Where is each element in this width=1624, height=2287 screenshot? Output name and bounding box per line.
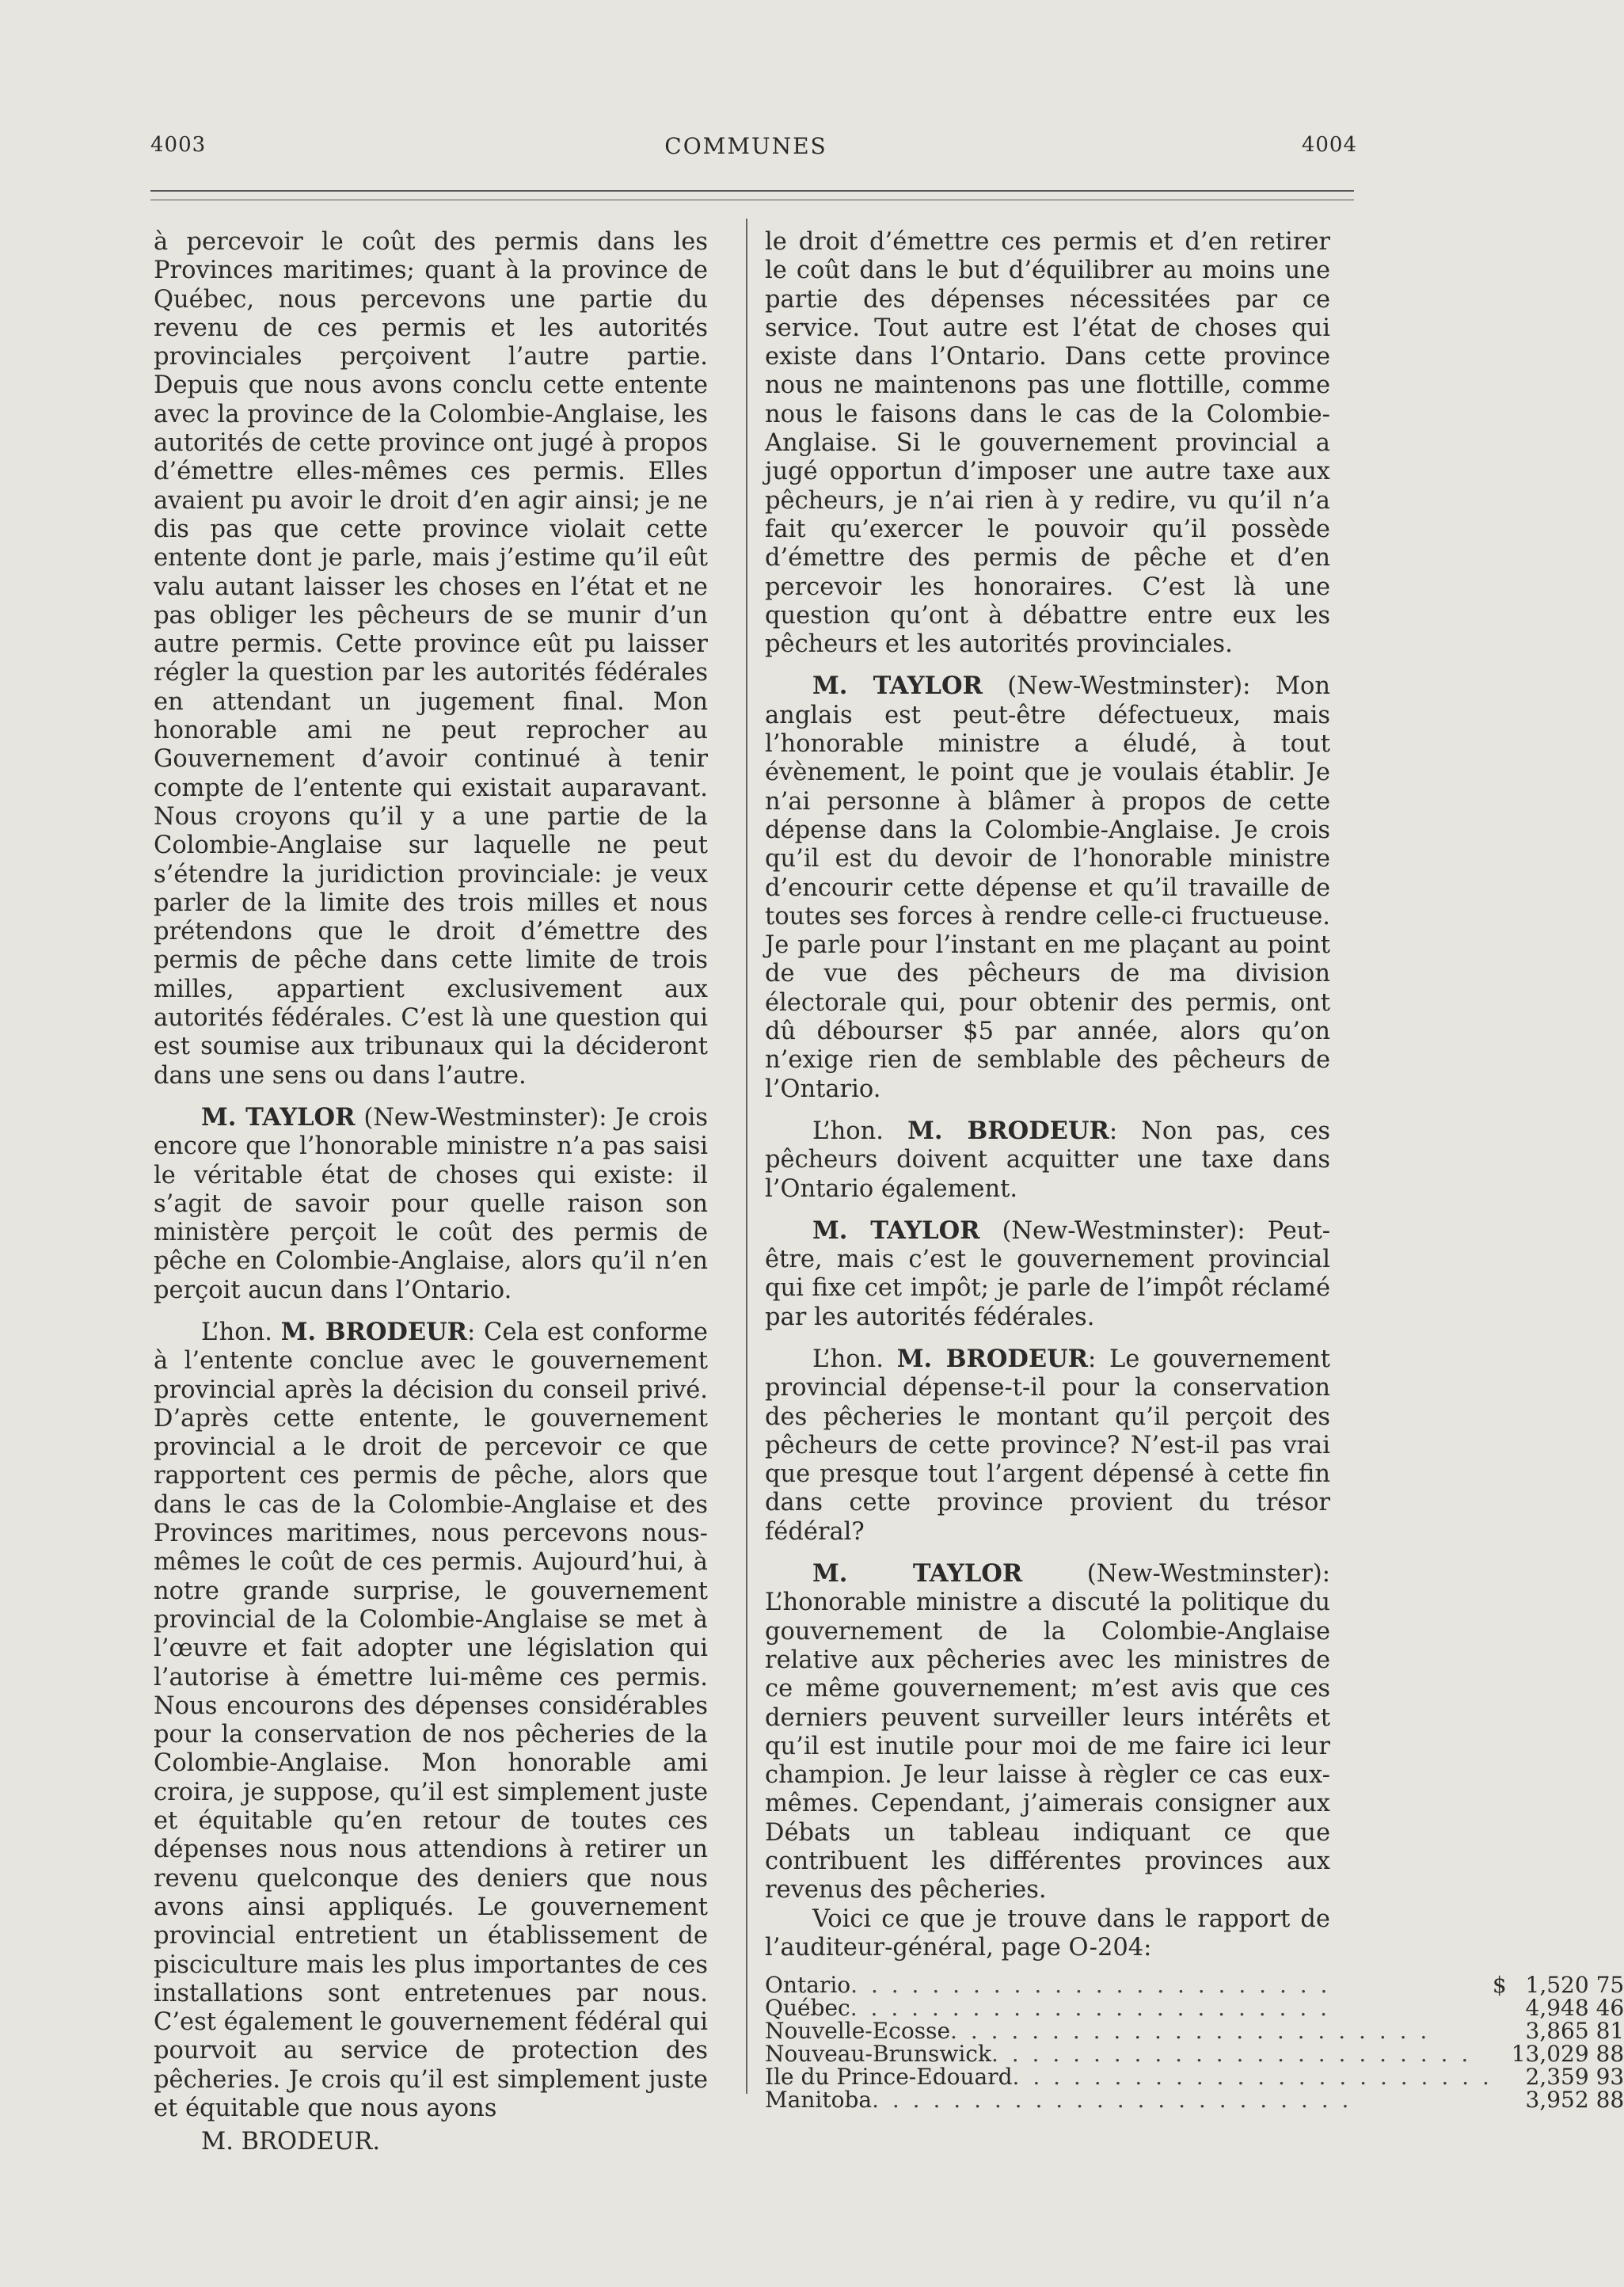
province-cell	[765, 1995, 1493, 2022]
province-cell	[765, 2087, 1493, 2114]
paragraph: le droit d’émettre ces permis et d’en retirer le coût dans le but d’équilibrer au moins une partie des dépenses nécessitées par ce service. Tout autre est l’état de choses qui existe dans l’Ontario. Dans cette province nous ne maintenons pas une flottille, comme nous le faisons dans le cas de la Colombie-Anglaise. Si le gouvernement provincial a jugé opportun d’imposer une autre taxe aux pêcheurs, je n’ai rien à y redire, vu qu’il n’a fait qu’exercer le pouvoir qu’il possède d’émettre des permis de pêche et d’en percevoir les honoraires. C’est là une question qu’ont à débattre entre eux les pêcheurs et les autorités provinciales.	[765, 228, 1330, 659]
speech-text: : Non pas, ces pêcheurs doivent acquitter une taxe dans l’Ontario également.	[765, 1117, 1330, 1203]
dollar-sign	[1493, 2042, 1512, 2065]
amount-cell: 4,948 46	[1525, 1995, 1624, 2022]
paragraph: à percevoir le coût des permis dans les Provinces maritimes; quant à la province de Québec, nous percevons une partie du revenu de ces permis et les autorités provinciales perçoivent l’autre partie. Depuis que nous avons conclu cette entente avec la province de la Colombie-Anglaise, les autorités de cette province ont jugé à propos d’émettre elles-mêmes ces permis. Elles avaient pu avoir le droit d’en agir ainsi; je ne dis pas que cette province violait cette entente dont je parle, mais j’estime qu’il eût valu autant laisser les choses en l’état et ne pas obliger les pêcheurs de se munir d’un autre permis. Cette province eût pu laisser régler la question par les autorités fédérales en attendant un jugement final. Mon honorable ami ne peut reprocher au Gouvernement d’avoir continué à tenir compte de l’entente qui existait auparavant. Nous croyons qu’il y a une partie de la Colombie-Anglaise sur laquelle ne peut s’étendre la juridiction provinciale: je veux parler de la limite des trois milles et nous prétendons que le droit d’émettre des permis de pêche dans cette limite de trois milles, appartient exclusivement aux autorités fédérales. C’est là une question qui est soumise aux tribunaux qui la décideront dans une sens ou dans l’autre.	[154, 228, 708, 1090]
province-cell	[765, 1972, 1493, 1999]
dot-leader: . . . . . . . . . . . . . . . . . . . . . . . .	[1012, 2064, 1493, 2091]
speaker-name: M. BRODEUR	[896, 1344, 1089, 1373]
right-column	[765, 228, 1624, 2114]
header-rule-top	[150, 190, 1354, 192]
paragraph	[765, 1216, 1330, 1332]
province-name: Nouvelle-Ecosse	[765, 2018, 951, 2045]
table-row	[765, 2019, 1624, 2042]
province-name: Ile du Prince-Edouard	[765, 2064, 1013, 2091]
amount-cell: 2,359 93	[1525, 2064, 1624, 2091]
revenue-table	[765, 1972, 1624, 2114]
paragraph	[765, 1559, 1330, 1905]
page-title: COMMUNES	[664, 133, 827, 159]
speech-text: (New-Westminster): Peut-être, mais c’est le gouvernement provincial qui fixe cet impôt; je parle de l’impôt réclamé par les autorités fédérales.	[765, 1216, 1330, 1331]
speaker-prefix: L’hon.	[201, 1318, 281, 1346]
province-name: Ontario	[765, 1972, 851, 1999]
speaker-prefix: L’hon.	[812, 1117, 908, 1145]
column-divider	[746, 219, 747, 2094]
signature: M. BRODEUR.	[201, 2128, 381, 2156]
left-column	[154, 228, 708, 2157]
paragraph	[765, 672, 1330, 1103]
dollar-sign	[1493, 2088, 1512, 2111]
dollar-sign	[1493, 2065, 1512, 2088]
amount-cell: 1,520 75	[1525, 1972, 1624, 1999]
dot-leader: . . . . . . . . . . . . . . . . . . . . . . . .	[950, 2018, 1431, 2045]
page-number-left: 4003	[150, 133, 207, 157]
paragraph	[154, 1318, 708, 2123]
speaker-prefix: L’hon.	[812, 1345, 897, 1373]
dollar-sign	[1493, 2019, 1512, 2042]
amount-cell: 13,029 88	[1511, 2041, 1624, 2068]
dot-leader: . . . . . . . . . . . . . . . . . . . . . . . .	[991, 2041, 1472, 2068]
speech-text: : Cela est conforme à l’entente conclue avec le gouvernement provincial après la décision du conseil privé. D’après cette entente, le gouvernement provincial a le droit de percevoir ce que rapportent ces permis de pêche, alors que dans le cas de la Colombie-Anglaise et des Provinces maritimes, nous percevons nous-mêmes le coût de ces permis. Aujourd’hui, à notre grande surprise, le gouvernement provincial de la Colombie-Anglaise se met à l’œuvre et fait adopter une législation qui l’autorise à émettre lui-même ces permis. Nous encourons des dépenses considérables pour la conservation de nos pêcheries de la Colombie-Anglaise. Mon honorable ami croira, je suppose, qu’il est simplement juste et équitable qu’en retour de toutes ces dépenses nous nous attendions à retirer un revenu quelconque des deniers que nous avons ainsi appliqués. Le gouvernement provincial entretient un établissement de pisciculture mais les plus importantes de ces installations sont entretenues par nous. C’est également le gouvernement fédéral qui pourvoit au service de protection des pêcheries. Je crois qu’il est simplement juste et équitable que nous ayons	[154, 1318, 709, 2122]
paragraph	[154, 1103, 708, 1305]
dollar-sign	[1493, 1996, 1512, 2019]
table-row	[765, 1973, 1624, 1996]
paragraph	[765, 1345, 1330, 1547]
paragraph: Voici ce que je trouve dans le rapport de l’auditeur-général, page O-204:	[765, 1905, 1330, 1962]
dot-leader: . . . . . . . . . . . . . . . . . . . . . . . .	[850, 1995, 1331, 2022]
table-row	[765, 2088, 1624, 2111]
speaker-name: M. TAYLOR	[201, 1102, 356, 1132]
dot-leader: . . . . . . . . . . . . . . . . . . . . . . . .	[850, 1972, 1331, 1999]
speaker-name: M. TAYLOR	[812, 1216, 980, 1245]
province-name: Québec	[765, 1995, 850, 2022]
speech-text: (New-Westminster): L’honorable ministre a discuté la politique du gouvernement de la Colombie-Anglaise relative aux pêcheries avec les ministres de ce même gouvernement; m’est avis que ces derniers peuvent surveiller leurs intérêts et qu’il est inutile pour moi de me faire ici leur champion. Je leur laisse à règler ce cas eux-mêmes. Cependant, j’aimerais consigner aux Débats un tableau indiquant ce que contribuent les différentes provinces aux revenus des pêcheries.	[765, 1560, 1330, 1905]
province-name: Manitoba	[765, 2087, 873, 2114]
province-cell	[765, 2064, 1493, 2091]
province-cell	[765, 2041, 1493, 2068]
paragraph	[765, 1117, 1330, 1204]
table-row	[765, 2065, 1624, 2088]
amount-cell: 3,952 88	[1525, 2087, 1624, 2114]
table-row	[765, 1996, 1624, 2019]
dot-leader: . . . . . . . . . . . . . . . . . . . . . . . .	[872, 2087, 1352, 2114]
speaker-name: M. TAYLOR	[812, 1559, 1023, 1589]
province-name: Nouveau-Brunswick	[765, 2041, 991, 2068]
speaker-name: M. TAYLOR	[812, 672, 983, 701]
amount-cell: 3,865 81	[1525, 2018, 1624, 2045]
speech-text: (New-Westminster): Mon anglais est peut-être défectueux, mais l’honorable ministre a éludé, à tout évènement, le point que je voulais établir. Je n’ai personne à blâmer à propos de cette dépense dans la Colombie-Anglaise. Je crois qu’il est du devoir de l’honorable ministre d’encourir cette dépense et qu’il travaille de toutes ses forces à rendre celle-ci fructueuse. Je parle pour l’instant en me plaçant au point de vue des pêcheurs de ma division électorale qui, pour obtenir des permis, ont dû débourser $5 par année, alors qu’on n’exige rien de semblable des pêcheurs de l’Ontario.	[765, 672, 1330, 1103]
table-row	[765, 2042, 1624, 2065]
province-cell	[765, 2018, 1493, 2045]
speech-text: : Le gouvernement provincial dépense-t-il pour la conservation des pêcheries le montant qu’il perçoit des pêcheurs de cette province? N’est-il pas vrai que presque tout l’argent dépensé à cette fin dans cette province provient du trésor fédéral?	[765, 1345, 1330, 1546]
speech-text: (New-Westminster): Je crois encore que l’honorable ministre n’a pas saisi le véritable état de choses qui existe: il s’agit de savoir pour quelle raison son ministère perçoit le coût des permis de pêche en Colombie-Anglaise, alors qu’il n’en perçoit aucun dans l’Ontario.	[154, 1103, 709, 1304]
speaker-name: M. BRODEUR	[280, 1317, 468, 1346]
dollar-sign: $	[1492, 1972, 1507, 1999]
page-number-right: 4004	[1301, 133, 1357, 157]
speaker-name: M. BRODEUR	[907, 1116, 1109, 1145]
revenue-table-body	[765, 1972, 1624, 2114]
